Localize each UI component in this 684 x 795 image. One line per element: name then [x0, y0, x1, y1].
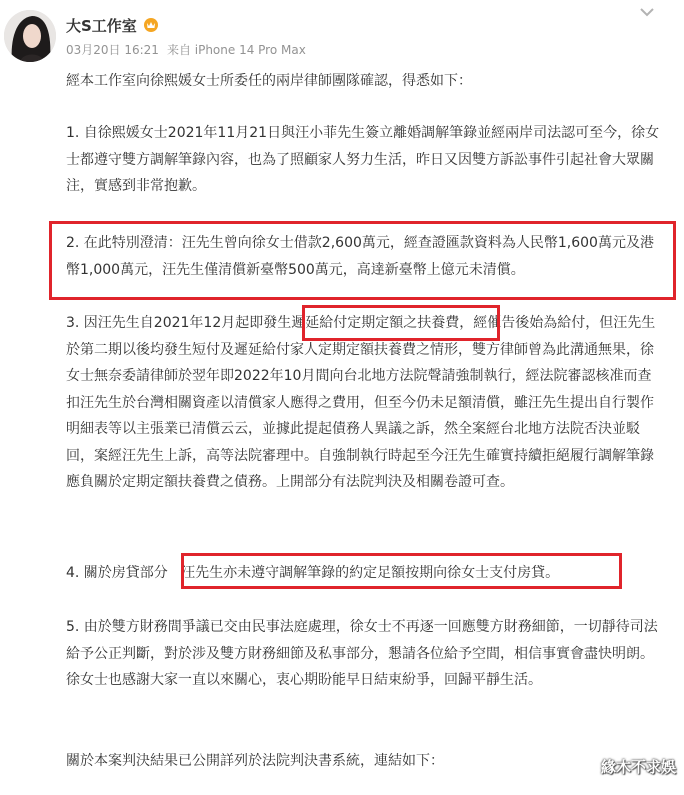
- paragraph-1: 1. 自徐熙媛女士2021年11月21日與汪小菲先生簽立離婚調解筆錄並經兩岸司法認可至今，徐女士都遵守雙方調解筆錄內容，也為了照顧家人努力生活，昨日又因雙方訴訟事件引起社會大眾關注，實感到非常抱歉。: [66, 125, 660, 194]
- highlight-box-paragraph-2: [49, 221, 676, 300]
- paragraph-3-highlight: 遲延給付定期定額之扶養費: [291, 315, 460, 331]
- author-row: [66, 12, 159, 38]
- paragraph-4-label: 4. 關於房貸部分: [66, 565, 168, 581]
- avatar[interactable]: [4, 10, 56, 62]
- chevron-down-icon[interactable]: [638, 4, 656, 18]
- paragraph-6: 關於本案判決結果已公開詳列於法院判決書系統，連結如下：: [66, 753, 444, 769]
- author-name[interactable]: 大S工作室: [66, 16, 137, 35]
- intro-paragraph: 經本工作室向徐熙媛女士所委任的兩岸律師團隊確認，得悉如下：: [66, 73, 472, 89]
- post-source: 来自 iPhone 14 Pro Max: [166, 43, 306, 57]
- post-meta: [66, 41, 306, 58]
- highlight-box-paragraph-3: [302, 305, 500, 341]
- gold-badge-icon: [143, 17, 159, 33]
- avatar-image: [4, 10, 56, 62]
- paragraph-2: 2. 在此特別澄清：汪先生曾向徐女士借款2,600萬元，經查證匯款資料為人民幣1,600萬元及港幣1,000萬元，汪先生僅清償新臺幣500萬元，高達新臺幣上億元未清償。: [66, 235, 654, 278]
- watermark: 緣木不求娛: [600, 758, 676, 776]
- paragraph-4-highlight: 汪先生亦未遵守調解筆錄的約定足額按期向徐女士支付房貸。: [181, 565, 560, 581]
- paragraph-3-lead: 3. 因汪先生自2021年12月起即發生: [66, 315, 292, 331]
- paragraph-5: 5. 由於雙方財務間爭議已交由民事法庭處理，徐女士不再逐一回應雙方財務細節，一切靜待司法給予公正判斷，對於涉及雙方財務細節及私事部分，懇請各位給予空間，相信事實會盡快明朗。徐女士也感謝大家一直以來關心，衷心期盼能早日結束紛爭，回歸平靜生活。: [66, 619, 658, 688]
- paragraph-3-body: ，經催告後始為給付，但汪先生於第二期以後均發生短付及遲延給付家人定期定額扶養費之情形，雙方律師曾為此溝通無果，徐女士無奈委請律師於翌年即2022年10月間向台北地方法院聲請強制執行，經法院審認核准而查扣汪先生於台灣相關資產以清償家人應得之費用，但至今仍未足額清償，雖汪先生提出自行製作明細表等以主張業已清償云云，並據此提起債務人異議之訴，然全案經台北地方法院否決並駁回，案經汪先生上訴，高等法院審理中。自強制執行時起至今汪先生確實持續拒絕履行調解筆錄應負關於定期定額扶養費之債務。上開部分有法院判決及相關卷證可查。: [66, 315, 656, 490]
- post-date[interactable]: 03月20日 16:21: [66, 43, 159, 57]
- highlight-box-paragraph-4: [181, 553, 622, 589]
